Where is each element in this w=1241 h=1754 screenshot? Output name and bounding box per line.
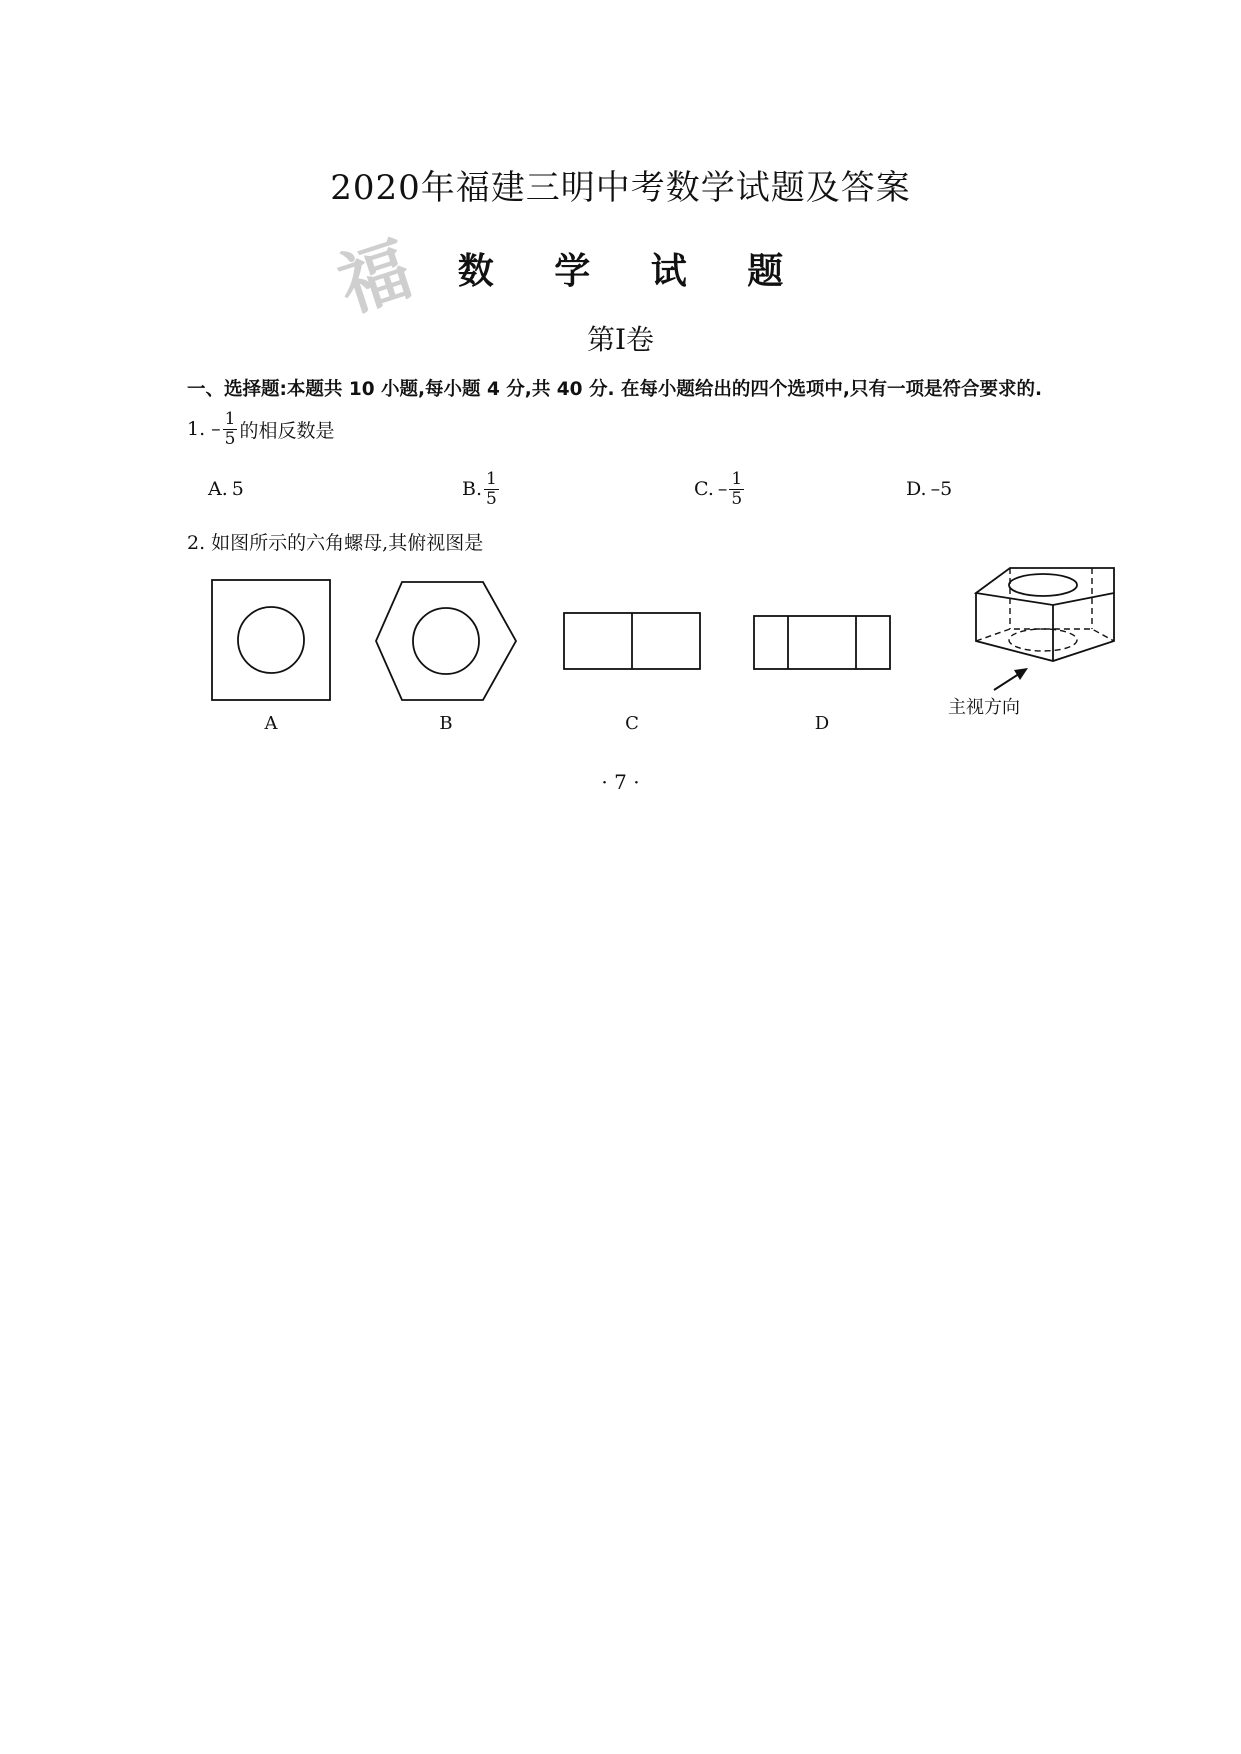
figure-label-d: D bbox=[814, 713, 830, 734]
fraction-numerator: 1 bbox=[224, 409, 236, 429]
document-title: 2020年福建三明中考数学试题及答案 bbox=[330, 168, 911, 208]
arrow-head bbox=[1014, 668, 1028, 680]
figure-a-square bbox=[212, 580, 330, 700]
option-a-label: A. bbox=[208, 478, 228, 500]
fraction-denominator: 5 bbox=[486, 488, 497, 509]
question-2: 2. 如图所示的六角螺母,其俯视图是 bbox=[187, 532, 484, 554]
fraction-denominator: 5 bbox=[224, 428, 236, 449]
figure-b-hexagon bbox=[376, 582, 516, 700]
page-number: · 7 · bbox=[601, 770, 640, 794]
option-c-sign: – bbox=[717, 478, 728, 501]
option-c-label: C. bbox=[694, 478, 714, 501]
question-1-number: 1. bbox=[187, 418, 206, 441]
arrow-caption: 主视方向 bbox=[948, 697, 1020, 718]
figure-b-circle bbox=[413, 608, 479, 674]
hex-nut-3d bbox=[976, 568, 1114, 661]
question-1-sign: – bbox=[211, 418, 221, 441]
exam-title: 数 学 试 题 bbox=[457, 251, 808, 292]
figure-label-a: A bbox=[264, 713, 278, 734]
volume-title: 第Ⅰ卷 bbox=[586, 323, 655, 356]
option-a-value: 5 bbox=[231, 478, 244, 500]
figure-label-c: C bbox=[625, 713, 639, 734]
question-1-suffix: 的相反数是 bbox=[239, 419, 335, 442]
option-d-label: D. bbox=[906, 478, 927, 500]
figure-d-rectangle bbox=[754, 616, 890, 669]
section-header: 一、选择题:本题共 10 小题,每小题 4 分,共 40 分. 在每小题给出的四个选项中,只有一项是符合要求的. bbox=[187, 379, 1042, 400]
hex-nut-hidden-lines bbox=[976, 568, 1114, 651]
fraction-numerator: 1 bbox=[486, 469, 497, 489]
fraction-denominator: 5 bbox=[731, 488, 743, 509]
option-d-value: –5 bbox=[930, 478, 953, 500]
option-b-label: B. bbox=[462, 478, 483, 501]
figure-label-b: B bbox=[439, 713, 453, 734]
figure-a-circle bbox=[238, 607, 304, 673]
fraction-numerator: 1 bbox=[731, 469, 743, 489]
watermark-stamp: 福 bbox=[328, 227, 421, 328]
